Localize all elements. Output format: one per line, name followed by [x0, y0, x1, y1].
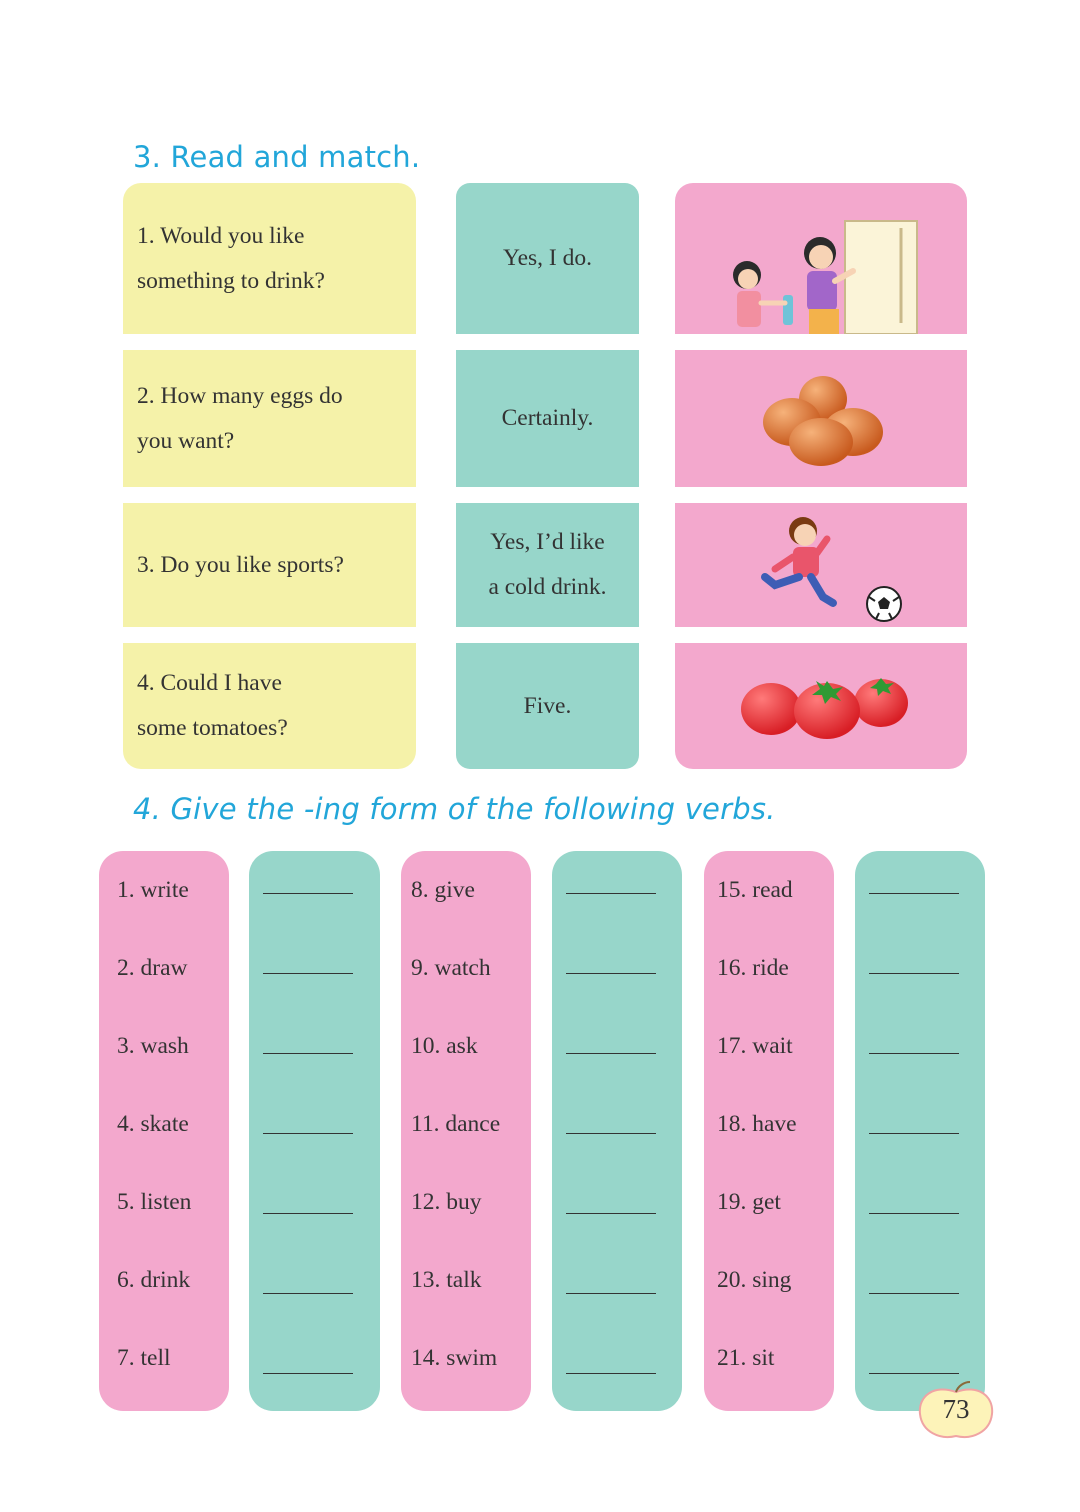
picture-card-4 — [675, 643, 967, 769]
verb-item: 4. skate — [117, 1111, 189, 1137]
answer-blank[interactable] — [566, 1213, 656, 1214]
verb-item: 11. dance — [411, 1111, 501, 1137]
verb-item: 20. sing — [717, 1267, 792, 1293]
verb-item: 2. draw — [117, 955, 188, 981]
girls-drink-fridge-illustration — [675, 183, 967, 334]
verb-item: 3. wash — [117, 1033, 189, 1059]
answer-blank[interactable] — [869, 1053, 959, 1054]
answer-blank[interactable] — [869, 893, 959, 894]
answer-blank[interactable] — [566, 893, 656, 894]
verb-item: 19. get — [717, 1189, 781, 1215]
question-card-4 — [123, 643, 416, 769]
answer-text-4: Five. — [523, 692, 572, 719]
answer-blank[interactable] — [263, 1373, 353, 1374]
answer-blank[interactable] — [869, 1213, 959, 1214]
verb-item: 7. tell — [117, 1345, 171, 1371]
section-4-title: 4. Give the -ing form of the following verbs. — [133, 792, 776, 826]
answer-card-4 — [456, 643, 639, 769]
verb-item: 1. write — [117, 877, 189, 903]
verb-column-2 — [401, 851, 531, 1411]
verb-item: 6. drink — [117, 1267, 191, 1293]
question-text-2: 2. How many eggs do you want? — [137, 382, 343, 454]
answer-blank[interactable] — [263, 1213, 353, 1214]
verb-item: 18. have — [717, 1111, 797, 1137]
answer-blank[interactable] — [566, 973, 656, 974]
picture-card-3 — [675, 503, 967, 627]
verb-item: 15. read — [717, 877, 793, 903]
verb-item: 5. listen — [117, 1189, 192, 1215]
answer-blank[interactable] — [263, 973, 353, 974]
verb-item: 16. ride — [717, 955, 789, 981]
question-text-4: 4. Could I have some tomatoes? — [137, 670, 288, 741]
question-text-1: 1. Would you like something to drink? — [137, 222, 325, 294]
answer-blank[interactable] — [263, 1053, 353, 1054]
verb-item: 17. wait — [717, 1033, 793, 1059]
answer-blank[interactable] — [263, 1133, 353, 1134]
answer-blank[interactable] — [869, 1293, 959, 1294]
answer-blank[interactable] — [263, 1293, 353, 1294]
verb-column-3 — [704, 851, 834, 1411]
picture-card-1 — [675, 183, 967, 334]
answer-card-3 — [456, 503, 639, 627]
answer-card-1 — [456, 183, 639, 334]
verb-item: 21. sit — [717, 1345, 775, 1371]
verb-item: 13. talk — [411, 1267, 482, 1293]
answer-card-2 — [456, 350, 639, 487]
answer-text-1: Yes, I do. — [502, 245, 593, 271]
question-card-1 — [123, 183, 416, 334]
section-3-title: 3. Read and match. — [133, 140, 421, 174]
verb-item: 8. give — [411, 877, 475, 903]
verb-item: 14. swim — [411, 1345, 498, 1371]
answer-text-2: Certainly. — [501, 405, 594, 431]
picture-card-2 — [675, 350, 967, 487]
verb-item: 10. ask — [411, 1033, 478, 1059]
verb-item: 9. watch — [411, 955, 491, 981]
page-number: 73 — [942, 1394, 970, 1424]
answer-blank[interactable] — [566, 1373, 656, 1374]
eggs-illustration — [675, 350, 967, 487]
answer-blank[interactable] — [869, 1373, 959, 1374]
answer-column-1 — [249, 851, 380, 1411]
question-text-3: 3. Do you like sports? — [137, 551, 344, 578]
question-card-3 — [123, 503, 416, 627]
answer-text-3: Yes, I’d like a cold drink. — [488, 529, 607, 600]
verb-column-1 — [99, 851, 229, 1411]
tomatoes-illustration — [675, 643, 967, 769]
answer-blank[interactable] — [566, 1133, 656, 1134]
answer-blank[interactable] — [566, 1293, 656, 1294]
answer-blank[interactable] — [869, 973, 959, 974]
answer-column-3 — [855, 851, 985, 1411]
answer-blank[interactable] — [263, 893, 353, 894]
answer-blank[interactable] — [566, 1053, 656, 1054]
answer-blank[interactable] — [869, 1133, 959, 1134]
boy-football-illustration — [675, 503, 967, 627]
answer-column-2 — [552, 851, 682, 1411]
question-card-2 — [123, 350, 416, 487]
verb-item: 12. buy — [411, 1189, 482, 1215]
